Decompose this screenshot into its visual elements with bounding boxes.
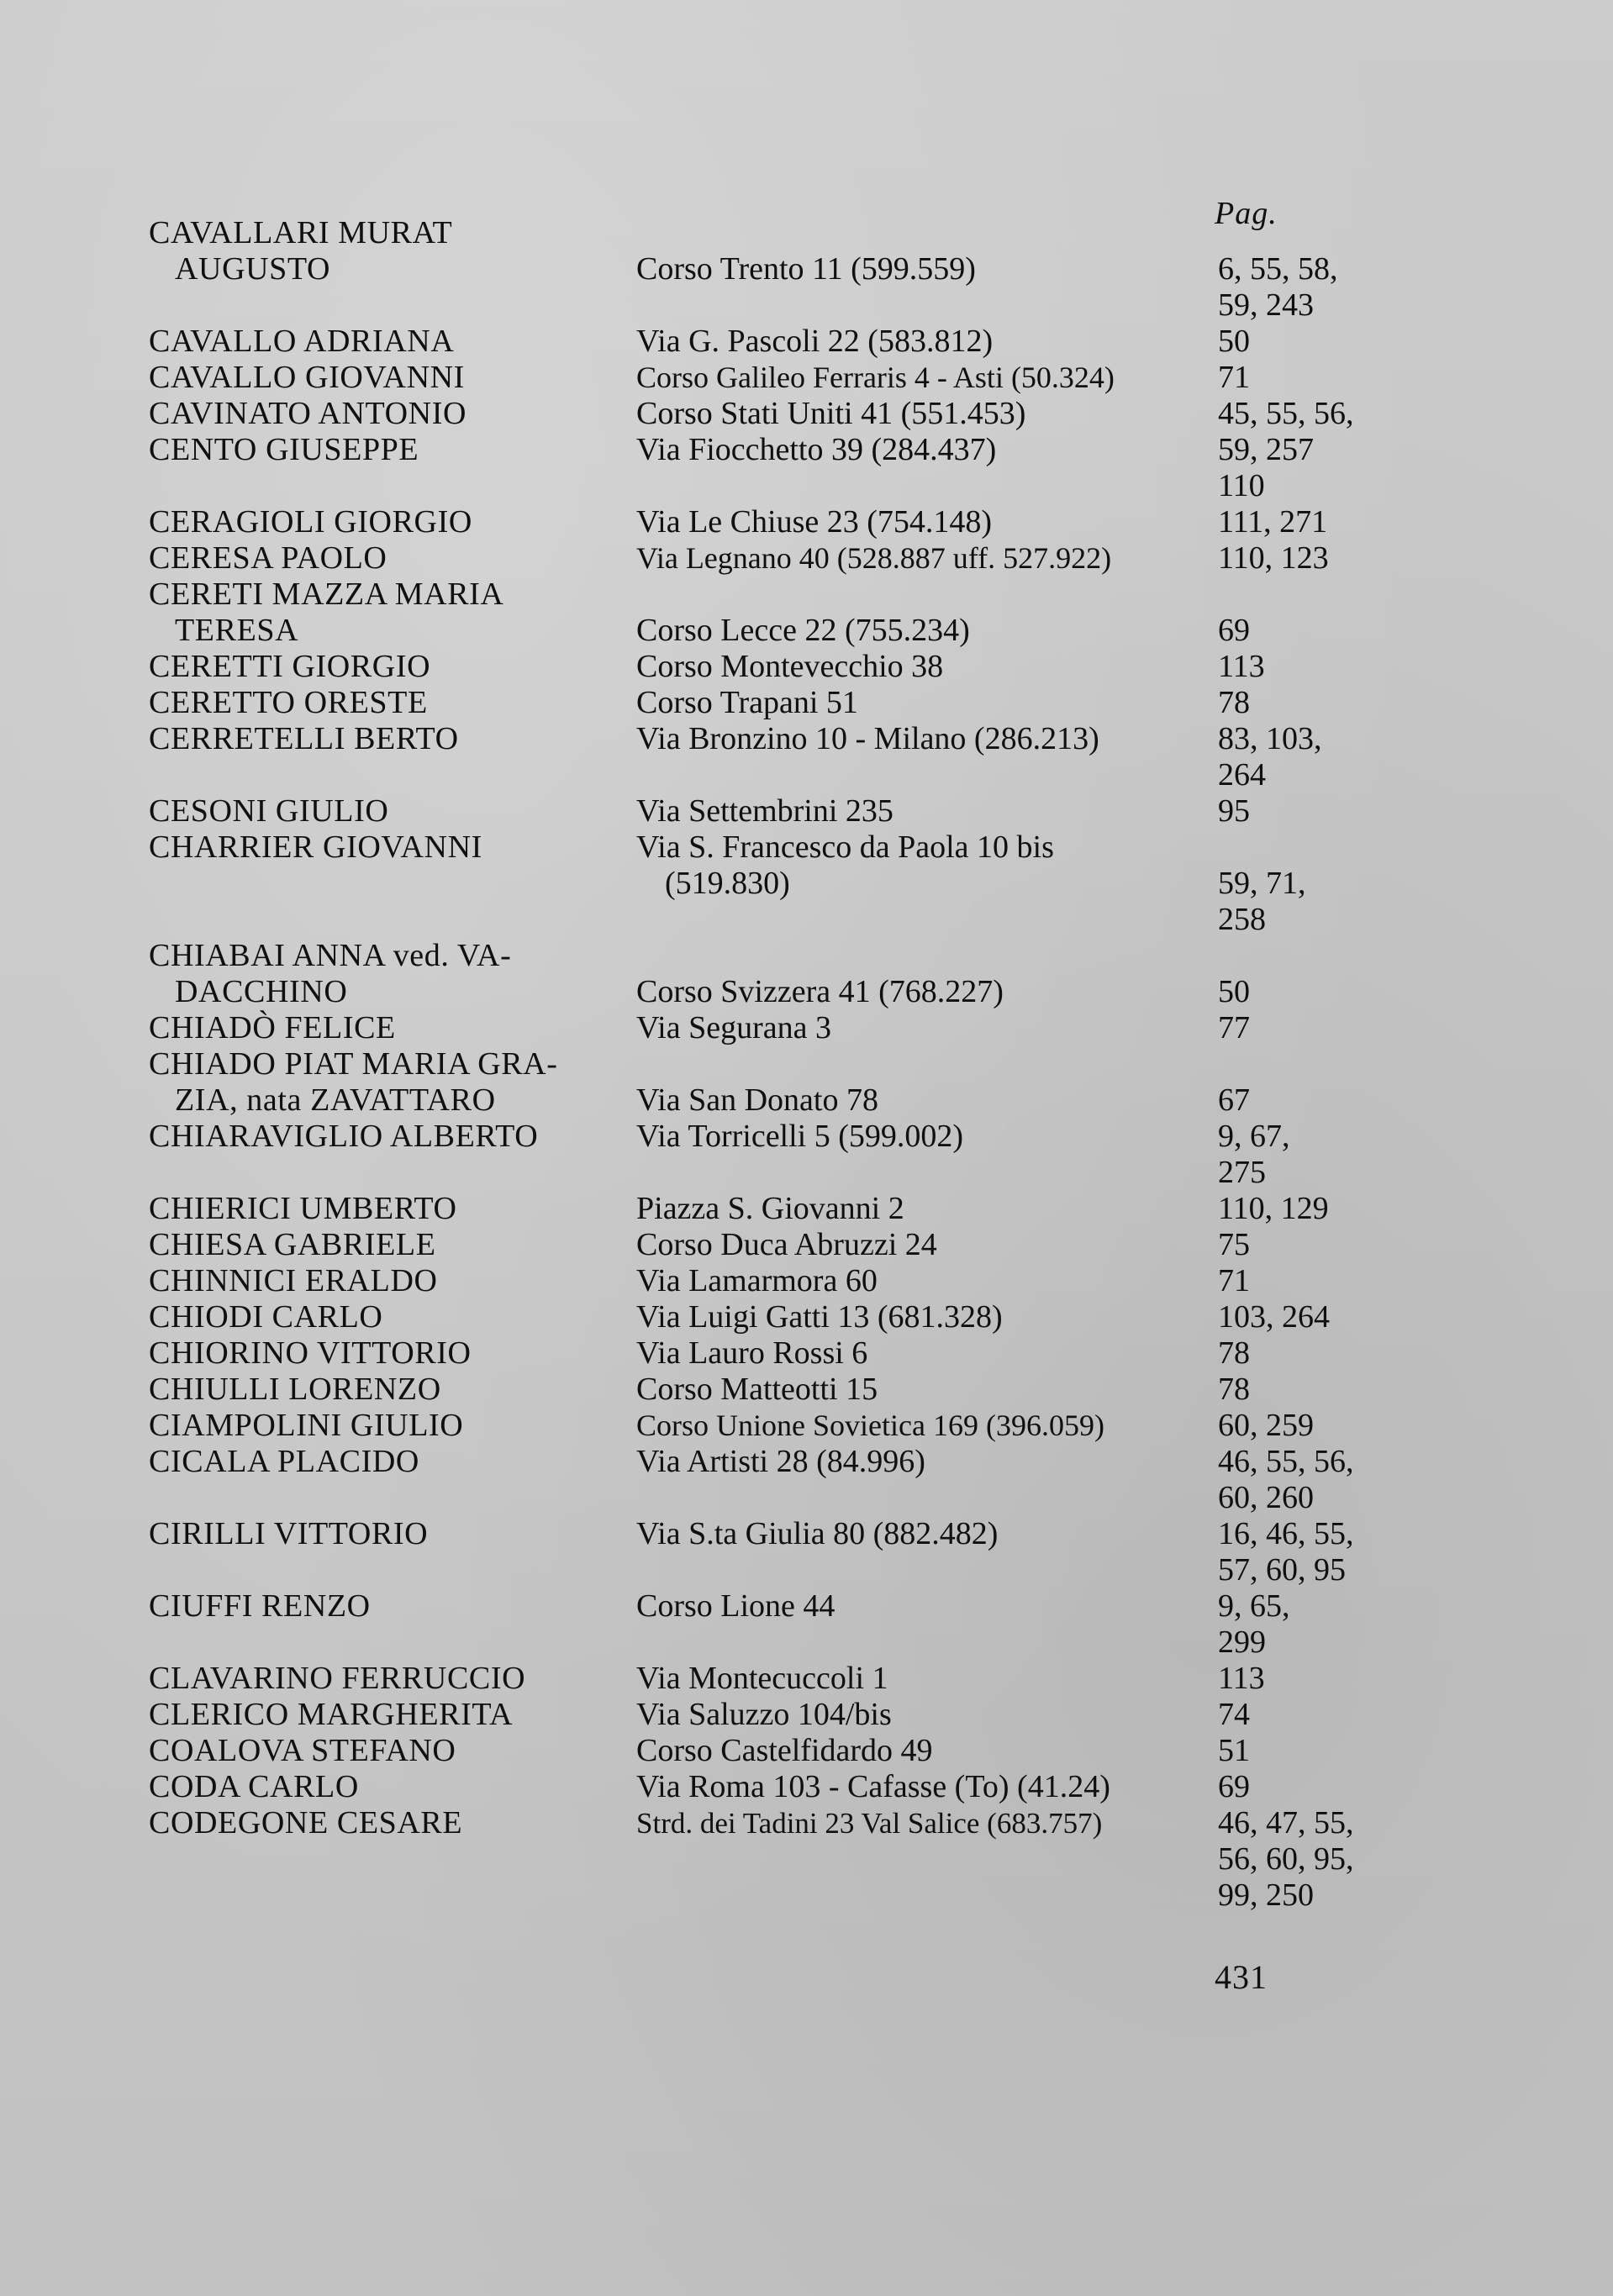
directory-entry [0,649,1613,685]
entry-address-line: Corso Duca Abruzzi 24 [636,1227,937,1262]
entry-address [636,396,1218,432]
entry-address [636,1661,1218,1697]
entry-name [0,1046,636,1119]
entry-address-line: Via Settembrini 235 [636,793,893,829]
entry-pages [1218,1119,1386,1191]
entry-pages-line: 99, 250 [1218,1877,1314,1913]
entry-pages [1218,1733,1386,1769]
directory-entry [0,829,1613,938]
entry-address [636,649,1218,685]
entry-pages-line: 95 [1218,793,1250,829]
entry-name [0,938,636,1010]
entry-pages [1218,721,1386,793]
entry-pages-line: 56, 60, 95, [1218,1841,1354,1877]
entry-pages-line [1218,577,1386,613]
entry-pages-line: 78 [1218,1335,1250,1371]
entry-address-line: Via Montecuccoli 1 [636,1661,888,1696]
entry-name-line: CHIARAVIGLIO ALBERTO [149,1119,539,1154]
entry-pages [1218,685,1386,721]
entry-address [636,1299,1218,1335]
entry-address [636,1697,1218,1733]
entry-name [0,1263,636,1299]
entry-name-line: CENTO GIUSEPPE [149,432,419,467]
entry-pages [1218,577,1386,649]
entry-name-line: CLERICO MARGHERITA [149,1697,514,1732]
entry-name [0,1588,636,1625]
entry-address [636,1010,1218,1046]
directory-entry [0,1010,1613,1046]
entry-pages [1218,1516,1386,1588]
entry-pages-line: 69 [1218,1769,1250,1804]
directory-entry [0,1769,1613,1805]
entry-pages-line: 50 [1218,324,1250,359]
entry-address-line: Via Saluzzo 104/bis [636,1697,892,1732]
entry-address-line: Via Fiocchetto 39 (284.437) [636,432,997,467]
entry-pages-line: 275 [1218,1155,1266,1190]
entry-pages [1218,1372,1386,1408]
entry-address [636,1444,1218,1480]
entry-pages-line [1218,1046,1386,1082]
entry-name-line: CERETI MAZZA MARIA [149,577,504,612]
entry-address-line: (519.830) [665,866,790,901]
entry-address-line: Via G. Pascoli 22 (583.812) [636,324,994,359]
entry-pages [1218,540,1386,577]
directory-entry [0,1263,1613,1299]
entry-name-line: CLAVARINO FERRUCCIO [149,1661,526,1696]
entry-address-line: Piazza S. Giovanni 2 [636,1191,904,1226]
entry-pages-line: 78 [1218,685,1250,720]
entry-pages-line: 71 [1218,360,1250,395]
directory-entry [0,938,1613,1010]
entry-address [636,360,1218,396]
entry-address [636,1588,1218,1625]
entry-name-line: CHIORINO VITTORIO [149,1335,472,1371]
entry-address-line: Via S. Francesco da Paola 10 bis [636,829,1054,865]
entry-name [0,215,636,287]
entry-pages-line: 59, 257 [1218,432,1314,467]
directory-entry [0,504,1613,540]
entry-address-line: Corso Castelfidardo 49 [636,1733,933,1768]
entry-address-line: Corso Lione 44 [636,1588,835,1624]
entry-name-line: CAVALLO GIOVANNI [149,360,465,395]
entry-name-line: CIUFFI RENZO [149,1588,371,1624]
entry-name-line: COALOVA STEFANO [149,1733,456,1768]
entry-address [636,1408,1218,1444]
entry-address [636,1046,1218,1119]
entry-name [0,1408,636,1444]
entry-pages-line: 103, 264 [1218,1299,1330,1335]
entry-address-line: Via Lauro Rossi 6 [636,1335,868,1371]
entry-pages [1218,1299,1386,1335]
directory-entry [0,793,1613,829]
entry-name [0,577,636,649]
entry-address-line: Corso Montevecchio 38 [636,649,944,684]
entry-name-line: CHIODI CARLO [149,1299,383,1335]
entry-pages-line: 75 [1218,1227,1250,1262]
entry-pages-line: 74 [1218,1697,1250,1732]
entry-name-line: CHIABAI ANNA ved. VA- [149,938,512,973]
entry-address-line: Via San Donato 78 [636,1082,878,1118]
entry-address-line: Corso Lecce 22 (755.234) [636,613,970,648]
entry-address [636,1372,1218,1408]
entry-pages [1218,504,1386,540]
entry-name-line: CHARRIER GIOVANNI [149,829,482,865]
entry-name-line: AUGUSTO [175,251,331,287]
entry-address [636,1805,1218,1841]
entry-pages-line: 50 [1218,974,1250,1009]
entry-address [636,504,1218,540]
directory-entry [0,324,1613,360]
directory-entry [0,1299,1613,1335]
entry-address [636,1227,1218,1263]
entry-pages-line: 78 [1218,1372,1250,1407]
entry-pages [1218,1191,1386,1227]
entry-address-line: Via Torricelli 5 (599.002) [636,1119,964,1154]
directory-entry [0,215,1613,324]
entry-address-line [636,215,1211,251]
entry-address-line: Via Le Chiuse 23 (754.148) [636,504,993,540]
entry-address [636,1733,1218,1769]
directory-entry [0,1227,1613,1263]
entry-address-line: Strd. dei Tadini 23 Val Salice (683.757) [636,1807,1103,1840]
entry-pages-line: 51 [1218,1733,1250,1768]
pag-column-header: Pag. [1215,196,1278,231]
directory-entry [0,432,1613,504]
entry-address [636,1263,1218,1299]
entry-name [0,504,636,540]
entry-name [0,721,636,757]
entry-name [0,1697,636,1733]
directory-entry [0,1191,1613,1227]
entry-name [0,829,636,866]
entry-pages-line: 46, 47, 55, [1218,1805,1354,1840]
entry-address-line: Via Segurana 3 [636,1010,831,1045]
page-number: 431 [1215,1958,1268,1996]
directory-entry [0,1516,1613,1588]
entry-pages-line: 71 [1218,1263,1250,1298]
entry-address [636,1516,1218,1552]
directory-entry [0,1408,1613,1444]
entry-name-line: CERAGIOLI GIORGIO [149,504,472,540]
entry-name [0,324,636,360]
entry-pages [1218,1335,1386,1372]
entry-pages [1218,1661,1386,1697]
entry-pages-line: 113 [1218,1661,1265,1696]
entry-address [636,938,1218,1010]
entry-name-line: CHINNICI ERALDO [149,1263,438,1298]
directory-entry [0,577,1613,649]
entry-address-line: Via Legnano 40 (528.887 uff. 527.922) [636,541,1112,575]
entry-pages [1218,1046,1386,1119]
directory-entry [0,1335,1613,1372]
entry-pages-line: 110, 123 [1218,540,1329,576]
entry-pages [1218,1227,1386,1263]
entry-name-line: CAVINATO ANTONIO [149,396,467,431]
directory-entry [0,721,1613,793]
entry-address [636,685,1218,721]
entry-address-line: Corso Unione Sovietica 169 (396.059) [636,1409,1104,1442]
entry-name-line: CICALA PLACIDO [149,1444,419,1479]
entry-name-line: CERETTO ORESTE [149,685,428,720]
entry-name-line: CIAMPOLINI GIULIO [149,1408,464,1443]
directory-entry [0,1372,1613,1408]
directory-entry [0,396,1613,432]
directory-entry [0,1733,1613,1769]
entry-address [636,1191,1218,1227]
directory-entry [0,1119,1613,1191]
entry-pages-line: 67 [1218,1082,1250,1118]
entry-pages [1218,1408,1386,1444]
entry-name-line: CERESA PAOLO [149,540,387,576]
entry-name-line: CAVALLARI MURAT [149,215,453,250]
entry-address [636,324,1218,360]
entry-name-line: CODEGONE CESARE [149,1805,463,1840]
entry-pages-line: 110 [1218,468,1265,503]
entry-address-line: Via Lamarmora 60 [636,1263,878,1298]
entry-name [0,1372,636,1408]
entry-name [0,793,636,829]
entry-name-line: ZIA, nata ZAVATTARO [175,1082,496,1118]
entry-name-line: CHIULLI LORENZO [149,1372,441,1407]
entry-pages-line: 299 [1218,1625,1266,1660]
entry-name [0,432,636,468]
entry-address-line: Corso Matteotti 15 [636,1372,878,1407]
entry-name [0,1335,636,1372]
entry-address [636,1119,1218,1155]
entry-pages [1218,793,1386,829]
entry-name [0,1191,636,1227]
entry-address-line: Via Artisti 28 (84.996) [636,1444,925,1479]
entry-pages [1218,1769,1386,1805]
entry-name [0,685,636,721]
entry-pages [1218,396,1386,432]
entry-address [636,215,1218,287]
directory-entry [0,360,1613,396]
entry-pages-line: 45, 55, 56, [1218,396,1354,431]
entry-pages [1218,360,1386,396]
entry-pages-line: 59, 243 [1218,287,1314,323]
entry-pages-line: 46, 55, 56, [1218,1444,1354,1479]
entry-name-line: CHIESA GABRIELE [149,1227,436,1262]
entry-name [0,1516,636,1552]
entry-address-line: Via Bronzino 10 - Milano (286.213) [636,721,1099,756]
entry-pages-line: 69 [1218,613,1250,648]
entry-pages-line: 113 [1218,649,1265,684]
entry-pages-line: 258 [1218,902,1266,937]
entry-pages [1218,1444,1386,1516]
entry-pages [1218,829,1386,938]
entry-name [0,1661,636,1697]
entry-name [0,1010,636,1046]
entry-address-line: Via Roma 103 - Cafasse (To) (41.24) [636,1769,1110,1804]
entry-pages-line: 60, 260 [1218,1480,1314,1515]
entry-name [0,1733,636,1769]
directory-entry [0,1697,1613,1733]
entry-pages [1218,215,1386,324]
entry-name-line: CAVALLO ADRIANA [149,324,455,359]
entry-pages [1218,1588,1386,1661]
entry-pages-line: 83, 103, [1218,721,1322,756]
directory-entry [0,1444,1613,1516]
entry-name-line: CODA CARLO [149,1769,359,1804]
entry-name-line: CHIADO PIAT MARIA GRA- [149,1046,558,1082]
directory-entry [0,1661,1613,1697]
entry-name [0,360,636,396]
directory-list [0,215,1613,1914]
entry-address-line [636,577,1211,613]
directory-entry [0,1588,1613,1661]
entry-name [0,1444,636,1480]
entry-pages-line: 16, 46, 55, [1218,1516,1354,1551]
entry-name [0,1805,636,1841]
entry-name-line: CERETTI GIORGIO [149,649,431,684]
entry-name-line: CHIADÒ FELICE [149,1010,396,1045]
entry-address-line: Corso Galileo Ferraris 4 - Asti (50.324) [636,361,1115,394]
entry-address [636,829,1218,902]
entry-pages-line: 264 [1218,757,1266,793]
entry-address [636,721,1218,757]
entry-pages-line [1218,215,1386,251]
entry-address [636,1769,1218,1805]
entry-pages-line: 110, 129 [1218,1191,1329,1226]
directory-entry [0,540,1613,577]
entry-address [636,540,1218,577]
directory-entry [0,1805,1613,1914]
entry-pages-line: 9, 65, [1218,1588,1290,1624]
entry-pages-line: 9, 67, [1218,1119,1290,1154]
entry-name-line: CESONI GIULIO [149,793,389,829]
entry-address-line: Corso Trento 11 (599.559) [636,251,976,287]
entry-pages-line: 60, 259 [1218,1408,1314,1443]
entry-pages [1218,1805,1386,1914]
entry-pages-line: 59, 71, [1218,866,1306,901]
entry-pages [1218,649,1386,685]
entry-pages [1218,1697,1386,1733]
entry-pages [1218,938,1386,1010]
entry-name [0,396,636,432]
entry-name-line: CERRETELLI BERTO [149,721,459,756]
entry-address-line: Corso Svizzera 41 (768.227) [636,974,1004,1009]
entry-name [0,1119,636,1155]
entry-name-line: DACCHINO [175,974,348,1009]
entry-name-line: CHIERICI UMBERTO [149,1191,457,1226]
entry-address [636,793,1218,829]
entry-name-line: TERESA [175,613,299,648]
entry-name [0,1769,636,1805]
directory-entry [0,685,1613,721]
entry-pages-line [1218,938,1386,974]
entry-pages [1218,1263,1386,1299]
entry-address-line [636,1046,1211,1082]
entry-address [636,577,1218,649]
entry-address-line: Corso Trapani 51 [636,685,858,720]
entry-address-line: Corso Stati Uniti 41 (551.453) [636,396,1026,431]
entry-name [0,649,636,685]
entry-name [0,540,636,577]
entry-address-line: Via S.ta Giulia 80 (882.482) [636,1516,999,1551]
entry-pages-line: 57, 60, 95 [1218,1552,1346,1588]
entry-pages [1218,324,1386,360]
entry-pages [1218,1010,1386,1046]
entry-address-line [636,938,1211,974]
entry-address [636,1335,1218,1372]
entry-pages-line: 111, 271 [1218,504,1328,540]
entry-pages-line: 77 [1218,1010,1250,1045]
entry-address-line: Via Luigi Gatti 13 (681.328) [636,1299,1003,1335]
directory-entry [0,1046,1613,1119]
entry-name [0,1299,636,1335]
entry-name [0,1227,636,1263]
entry-pages-line [1218,829,1386,866]
entry-address [636,432,1218,468]
entry-pages [1218,432,1386,504]
entry-name-line: CIRILLI VITTORIO [149,1516,429,1551]
entry-pages-line: 6, 55, 58, [1218,251,1338,287]
